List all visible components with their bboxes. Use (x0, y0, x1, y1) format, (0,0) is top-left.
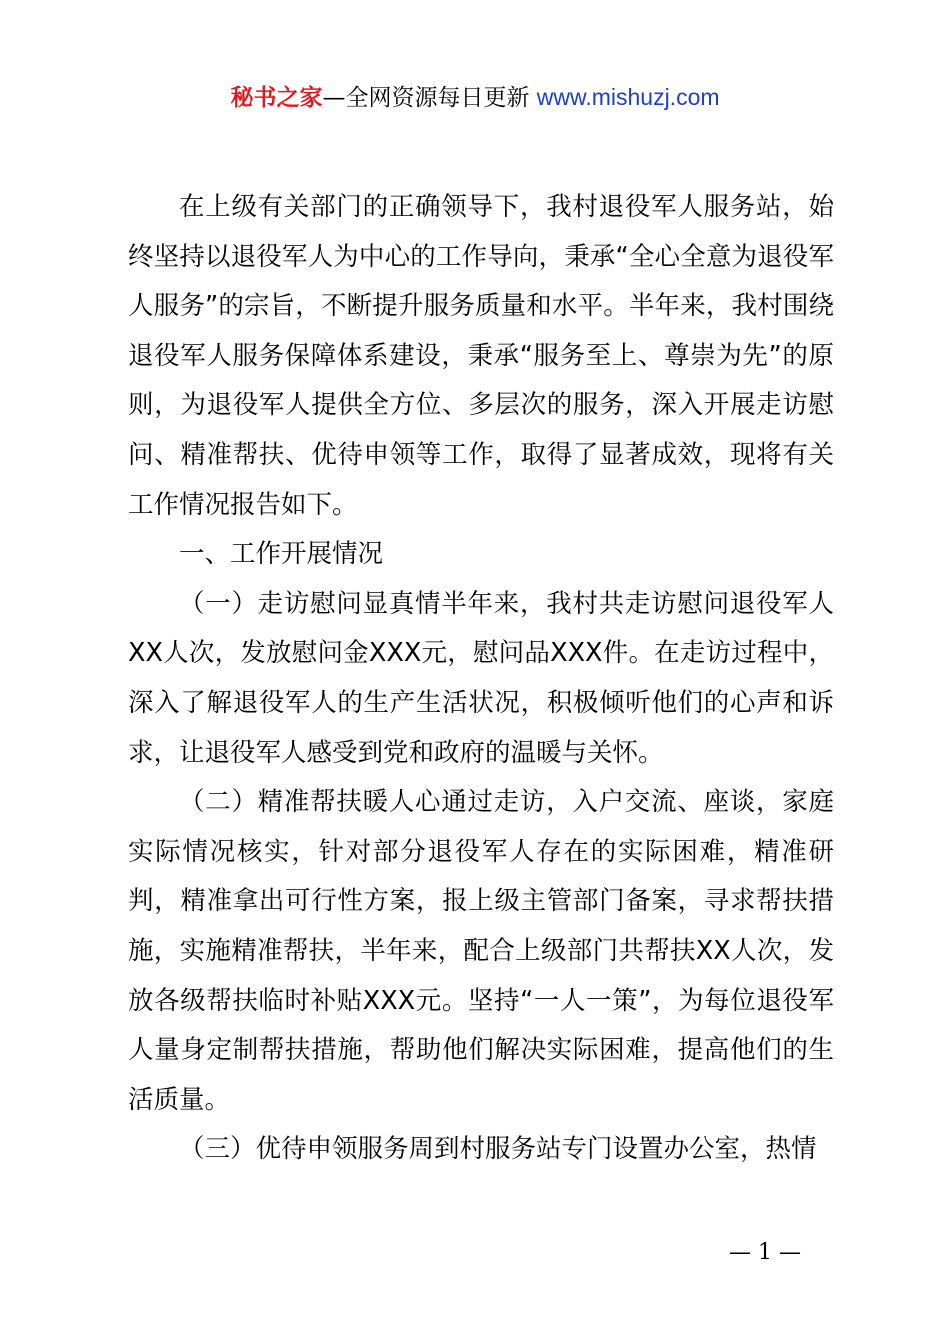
site-banner (0, 82, 950, 113)
paragraph-benefits: （三）优待申领服务周到村服务站专门设置办公室，热情 (179, 1134, 817, 1165)
section-heading: 一、工作开展情况 (179, 539, 384, 570)
site-tagline: —全网资源每日更新 (322, 85, 537, 111)
intro-paragraph: 在上级有关部门的正确领导下，我村退役军人服务站，始终坚持以退役军人为中心的工作导向，秉承“全心全意为退役军人服务”的宗旨，不断提升服务质量和水平。半年来，我村围绕退役军人服务保障体系建设，秉承“服务至上、尊崇为先”的原则，为退役军人提供全方位、多层次的服务，深入开展走访慰问、精准帮扶、优待申领等工作，取得了显著成效，现将有关工作情况报告如下。 (128, 192, 834, 520)
paragraph-assistance: （二）精准帮扶暖人心通过走访，入户交流、座谈，家庭实际情况核实，针对部分退役军人存在的实际困难，精准研判，精准拿出可行性方案，报上级主管部门备案，寻求帮扶措施，实施精准帮扶，半年来，配合上级部门共帮扶XX人次，发放各级帮扶临时补贴XXX元。坚持“一人一策”，为每位退役军人量身定制帮扶措施，帮助他们解决实际困难，提高他们的生活质量。 (128, 787, 834, 1115)
site-brand: 秘书之家 (230, 85, 323, 111)
paragraph-visits: （一）走访慰问显真情半年来，我村共走访慰问退役军人XX人次，发放慰问金XXX元，慰问品XXX件。在走访过程中，深入了解退役军人的生产生活状况，积极倾听他们的心声和诉求，让退役军人感受到党和政府的温暖与关怀。 (128, 588, 834, 768)
site-url-link[interactable]: www.mishuzj.com (536, 84, 720, 110)
document-body (128, 183, 834, 1175)
page-number: — 1 — (729, 1240, 801, 1265)
